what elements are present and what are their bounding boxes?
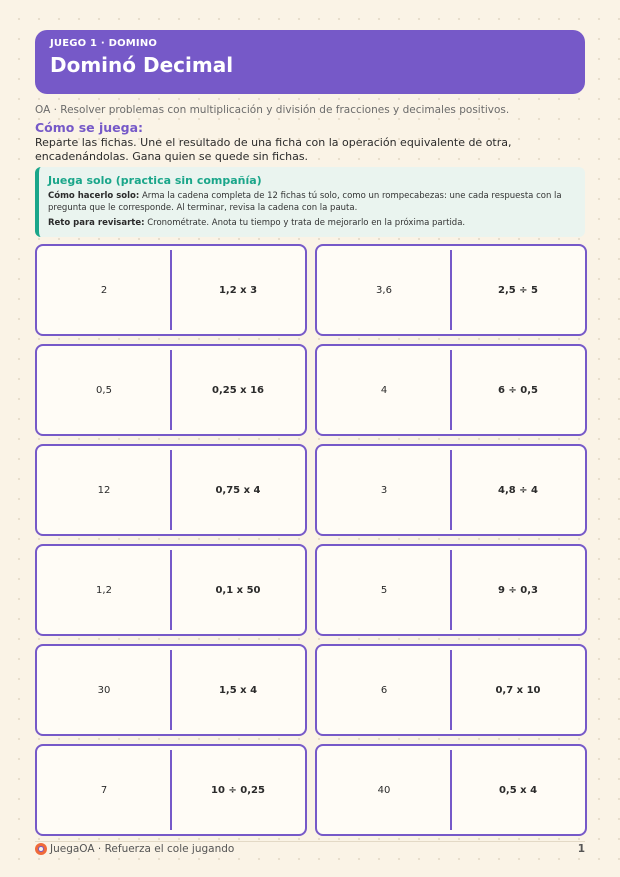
juegaoa-logo-icon — [35, 843, 47, 855]
tile-result: 2 — [100, 284, 108, 296]
domino-tile[interactable] — [315, 744, 587, 836]
solo-challenge-paragraph — [48, 217, 575, 229]
tile-result: 1,2 — [96, 584, 112, 596]
tile-result: 40 — [377, 784, 391, 796]
tile-result: 12 — [97, 484, 111, 496]
domino-tile[interactable] — [35, 544, 307, 636]
solo-how-paragraph — [48, 190, 575, 214]
tile-divider — [170, 450, 172, 530]
tile-operation: 0,7 x 10 — [495, 684, 541, 696]
how-to-play-heading: Cómo se juega: — [35, 120, 144, 135]
tile-divider — [170, 550, 172, 630]
tile-result: 30 — [97, 684, 111, 696]
tile-operation: 0,75 x 4 — [215, 484, 261, 496]
domino-tile[interactable] — [315, 544, 587, 636]
tile-operation: 4,8 ÷ 4 — [497, 484, 538, 496]
tile-divider — [170, 250, 172, 330]
solo-play-box — [35, 167, 585, 237]
solo-how-label: Cómo hacerlo solo: — [48, 191, 140, 201]
solo-how-text: Arma la cadena completa de 12 fichas tú solo, como un rompecabezas: une cada respuesta con la pregunta que le corresponde. Al terminar, revisa la cadena con la pauta. — [48, 191, 562, 213]
page-number: 1 — [577, 843, 585, 855]
title-banner — [35, 30, 585, 94]
game-kicker: JUEGO 1 · DOMINO — [50, 38, 158, 49]
tile-result: 3,6 — [376, 284, 392, 296]
tile-operation: 1,2 x 3 — [218, 284, 258, 296]
tile-result: 5 — [380, 584, 388, 596]
domino-tile[interactable] — [35, 644, 307, 736]
tile-result: 0,5 — [96, 384, 112, 396]
tile-divider — [170, 350, 172, 430]
domino-tile[interactable] — [315, 444, 587, 536]
tile-divider — [450, 750, 452, 830]
domino-tile[interactable] — [315, 244, 587, 336]
tile-operation: 0,5 x 4 — [498, 784, 538, 796]
tile-operation: 10 ÷ 0,25 — [211, 784, 265, 796]
tile-divider — [450, 650, 452, 730]
tile-divider — [170, 750, 172, 830]
tile-operation: 6 ÷ 0,5 — [497, 384, 538, 396]
solo-challenge-label: Reto para revisarte: — [48, 218, 145, 228]
how-to-play-text: Reparte las fichas. Une el resultado de una ficha con la operación equivalente de otra, encadenándolas. Gana quien se quede sin fichas. — [35, 136, 512, 163]
tile-result: 3 — [380, 484, 388, 496]
learning-objective: OA · Resolver problemas con multiplicación y división de fracciones y decimales positivos. — [35, 104, 510, 116]
solo-play-title: Juega solo (practica sin compañía) — [48, 174, 262, 187]
footer-brand-text: JuegaOA · Refuerza el cole jugando — [50, 843, 235, 855]
tile-operation: 9 ÷ 0,3 — [497, 584, 538, 596]
domino-tile[interactable] — [35, 444, 307, 536]
solo-challenge-text: Cronométrate. Anota tu tiempo y trata de mejorarlo en la próxima partida. — [147, 218, 466, 228]
domino-tile[interactable] — [35, 344, 307, 436]
tile-divider — [450, 350, 452, 430]
tile-operation: 2,5 ÷ 5 — [497, 284, 538, 296]
tile-divider — [450, 450, 452, 530]
page-title: Dominó Decimal — [50, 53, 234, 77]
domino-tile[interactable] — [35, 744, 307, 836]
tile-operation: 0,25 x 16 — [211, 384, 264, 396]
tile-result: 6 — [380, 684, 388, 696]
tile-divider — [450, 550, 452, 630]
tile-operation: 0,1 x 50 — [215, 584, 261, 596]
tile-operation: 1,5 x 4 — [218, 684, 258, 696]
footer-divider — [35, 841, 585, 842]
tile-result: 7 — [100, 784, 108, 796]
domino-tile[interactable] — [315, 344, 587, 436]
tile-divider — [170, 650, 172, 730]
domino-tiles-grid — [35, 244, 586, 836]
tile-result: 4 — [380, 384, 388, 396]
tile-divider — [450, 250, 452, 330]
domino-tile[interactable] — [35, 244, 307, 336]
domino-tile[interactable] — [315, 644, 587, 736]
